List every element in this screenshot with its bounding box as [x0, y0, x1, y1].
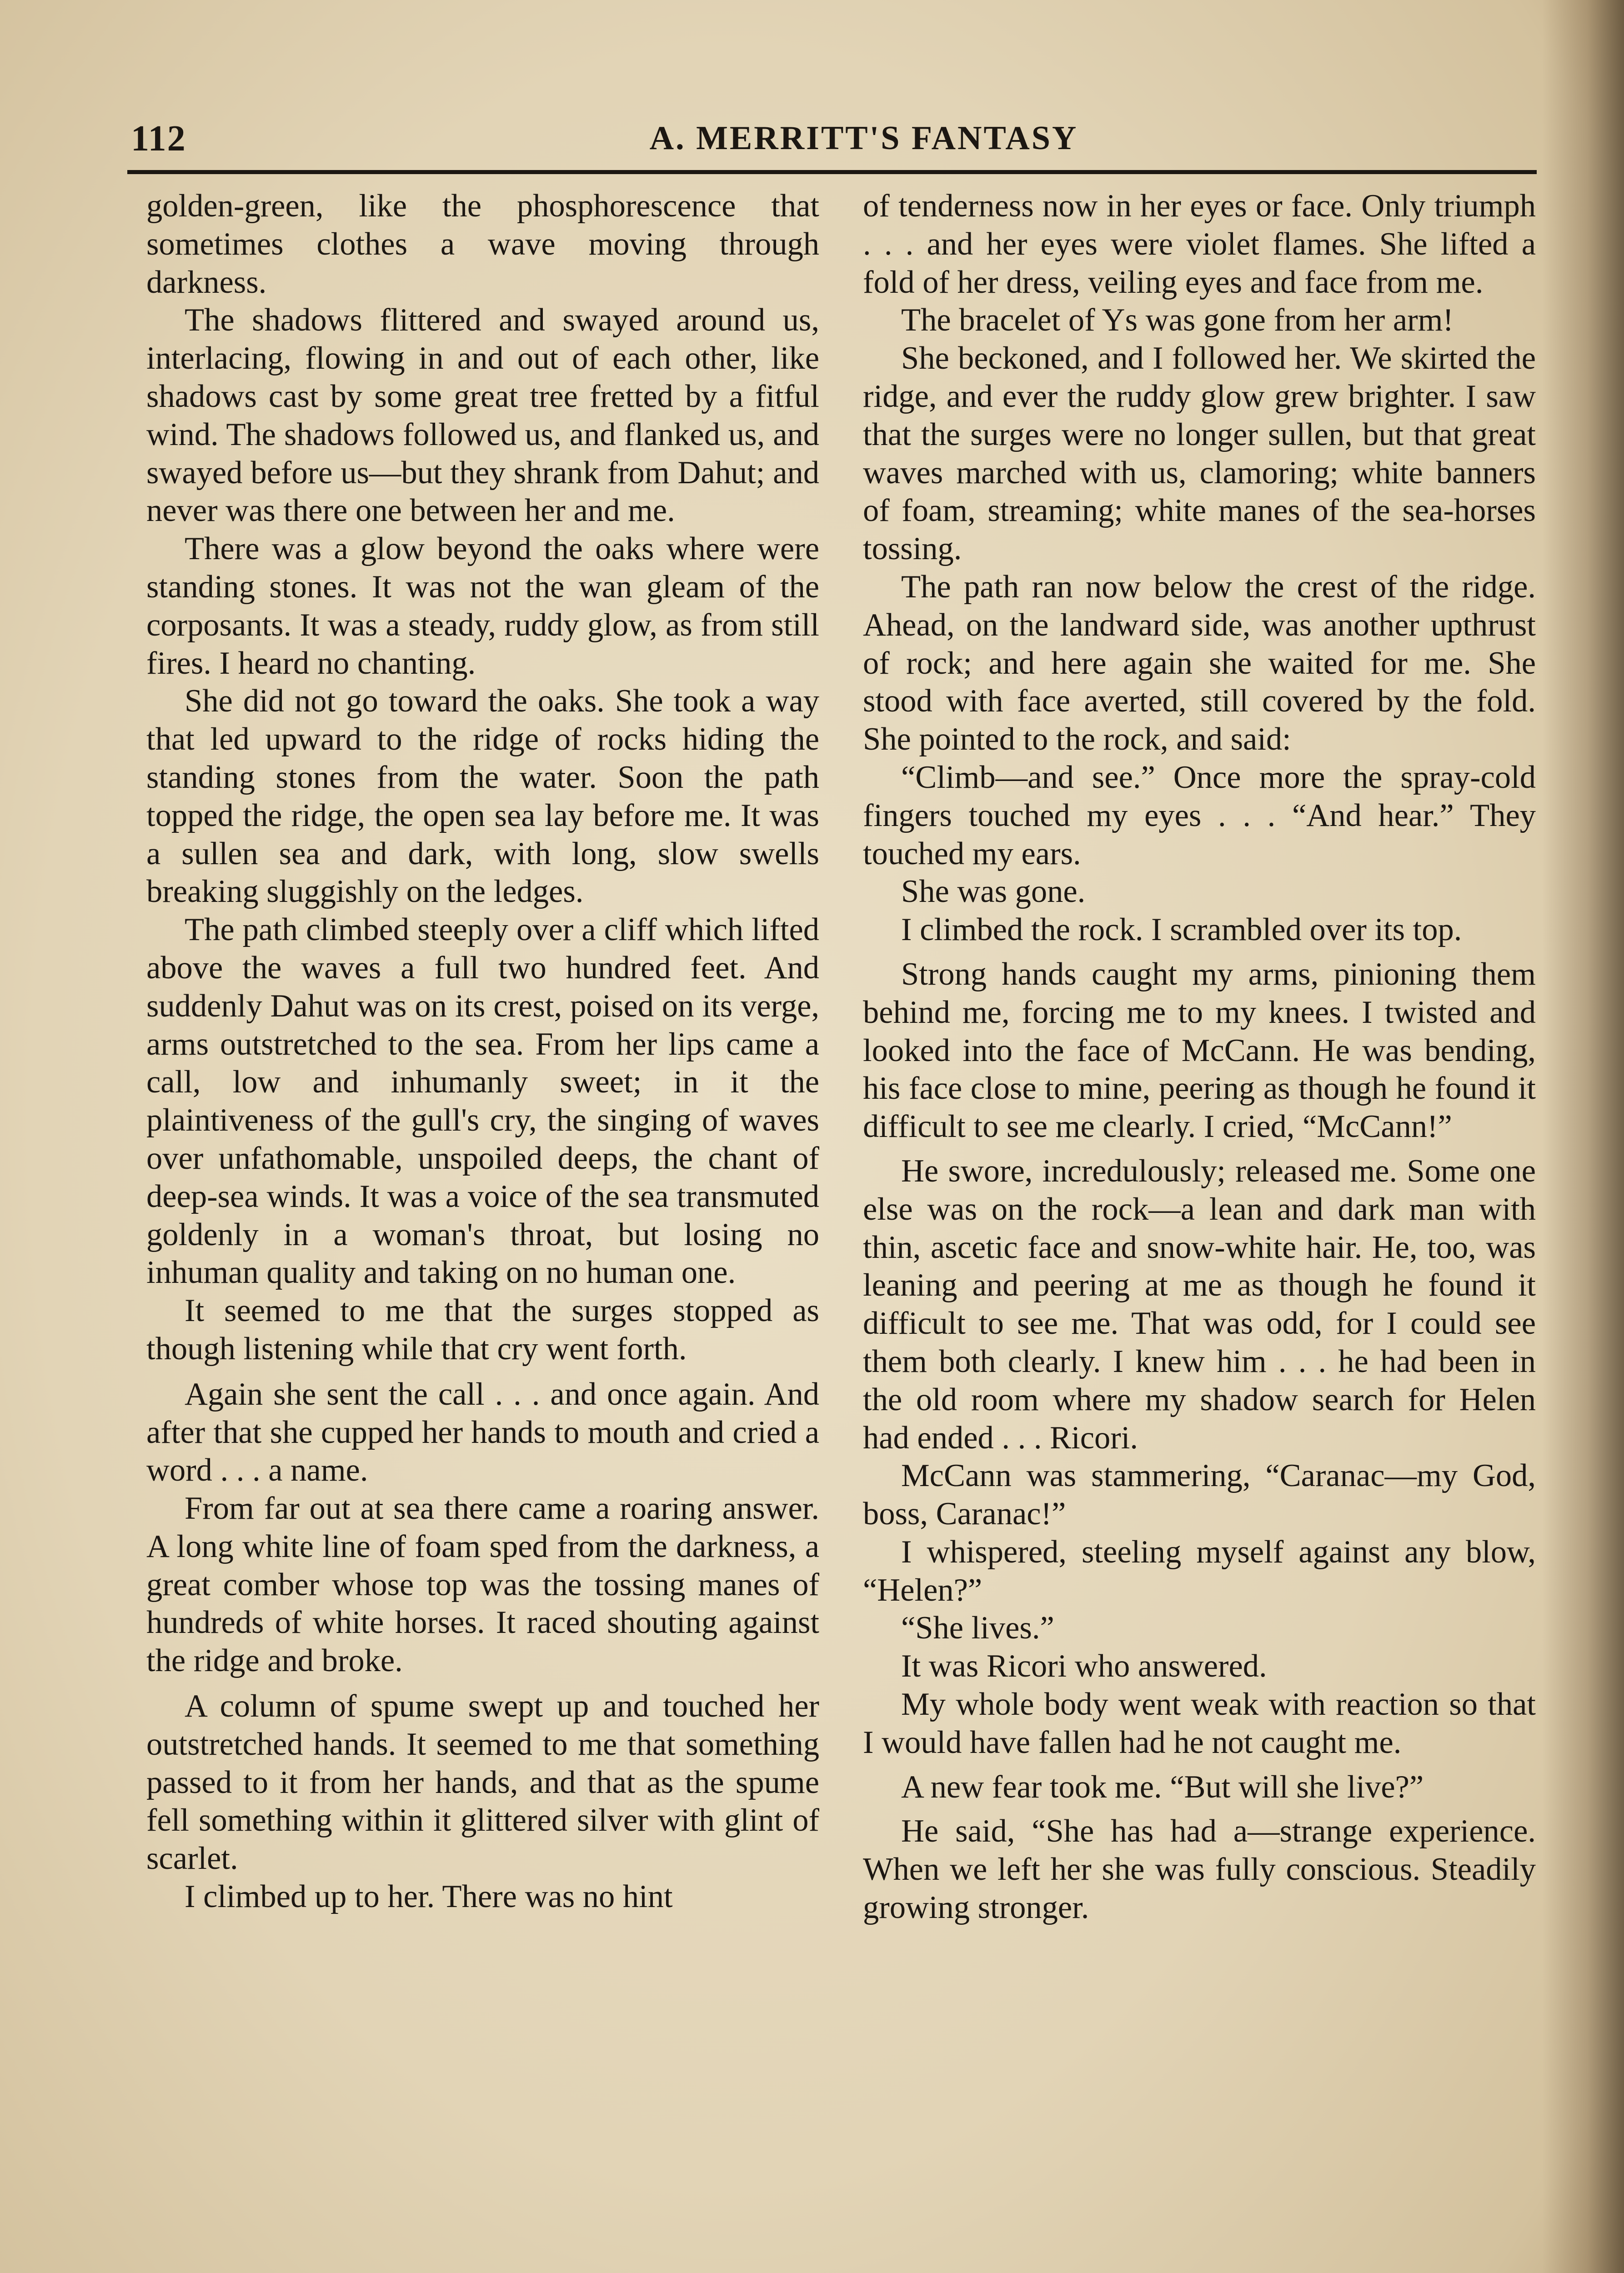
paragraph: The shadows flittered and swayed around us, interlacing, flowing in and out of each other, like shadows cast by some great tree fretted by a fitful wind. The shadows followed us, and flanked us, and swayed before us—but they shrank from Dahut; and never was there one between her and me. — [146, 302, 819, 529]
paragraph: McCann was stammering, “Caranac—my God, boss, Caranac!” — [863, 1458, 1536, 1532]
paragraph: She beckoned, and I followed her. We skirted the ridge, and ever the ruddy glow grew brighter. I saw that the surges were no longer sullen, but that great waves marched with us, clamoring; white banners of foam, streaming; white manes of the sea-horses tossing. — [863, 340, 1536, 567]
paragraph: He said, “She has had a—strange experience. When we left her she was fully conscious. Steadily growing stronger. — [863, 1813, 1536, 1926]
page-header — [127, 115, 1537, 169]
paragraph: I whispered, steeling myself against any blow, “Helen?” — [863, 1534, 1536, 1608]
paragraph: My whole body went weak with reaction so that I would have fallen had he not caught me. — [863, 1687, 1536, 1760]
paragraph: He swore, incredulously; released me. Some one else was on the rock—a lean and dark man with thin, ascetic face and snow-white hair. He, too, was leaning and peering at me as though he found it difficult to see me. That was odd, for I could see them both clearly. I knew him . . . he had been in the old room where my shadow search for Helen had ended . . . Ricori. — [863, 1153, 1536, 1456]
paragraph: A new fear took me. “But will she live?” — [901, 1769, 1424, 1805]
paragraph: “She lives.” — [901, 1610, 1054, 1646]
running-head: A. MERRITT'S FANTASY — [649, 120, 1078, 157]
paragraph: “Climb—and see.” Once more the spray-cold fingers touched my eyes . . . “And hear.” They touched my ears. — [863, 759, 1536, 871]
paragraph: Strong hands caught my arms, pinioning them behind me, forcing me to my knees. I twisted and looked into the face of McCann. He was bending, his face close to mine, peering as though he found it difficult to see me clearly. I cried, “McCann!” — [863, 956, 1536, 1145]
paragraph: It seemed to me that the surges stopped as though listening while that cry went forth. — [146, 1293, 819, 1367]
spine-shadow — [1542, 0, 1624, 2273]
paragraph: of tenderness now in her eyes or face. Only triumph . . . and her eyes were violet flames. She lifted a fold of her dress, veiling eyes and face from me. — [863, 188, 1536, 300]
paragraph: The path climbed steeply over a cliff which lifted above the waves a full two hundred feet. And suddenly Dahut was on its crest, poised on its verge, arms outstretched to the sea. From her lips came a call, low and inhumanly sweet; in it the plaintiveness of the gull's cry, the singing of waves over unfathomable, unspoiled deeps, the chant of deep-sea winds. It was a voice of the sea transmuted goldenly in a woman's throat, but losing no inhuman quality and taking on no human one. — [146, 912, 819, 1291]
paragraph: I climbed up to her. There was no hint — [185, 1879, 673, 1915]
left-column — [146, 187, 819, 1916]
paragraph: The bracelet of Ys was gone from her arm! — [901, 302, 1454, 338]
header-rule — [127, 170, 1537, 174]
paragraph: I climbed the rock. I scrambled over its top. — [901, 912, 1462, 948]
paragraph: She did not go toward the oaks. She took a way that led upward to the ridge of rocks hiding the standing stones from the water. Soon the path topped the ridge, the open sea lay before me. It was a sullen sea and dark, with long, slow swells breaking sluggishly on the ledges. — [146, 683, 819, 910]
paragraph: The path ran now below the crest of the ridge. Ahead, on the landward side, was another upthrust of rock; and here again she waited for me. She stood with face averted, still covered by the fold. She pointed to the rock, and said: — [863, 569, 1536, 757]
right-column — [863, 187, 1536, 1927]
paragraph: A column of spume swept up and touched her outstretched hands. It seemed to me that something passed to it from her hands, and that as the spume fell something within it glittered silver with glint of scarlet. — [146, 1688, 819, 1877]
paragraph: She was gone. — [901, 874, 1086, 910]
paragraph: Again she sent the call . . . and once again. And after that she cupped her hands to mouth and cried a word . . . a name. — [146, 1376, 819, 1488]
paragraph: From far out at sea there came a roaring answer. A long white line of foam sped from the darkness, a great comber whose top was the tossing manes of hundreds of white horses. It raced shouting against the ridge and broke. — [146, 1491, 819, 1679]
paragraph: There was a glow beyond the oaks where were standing stones. It was not the wan gleam of the corposants. It was a steady, ruddy glow, as from still fires. I heard no chanting. — [146, 531, 819, 681]
paragraph: golden-green, like the phosphorescence that sometimes clothes a wave moving through darkness. — [146, 188, 819, 300]
page-number: 112 — [131, 119, 186, 159]
paragraph: It was Ricori who answered. — [901, 1648, 1267, 1684]
